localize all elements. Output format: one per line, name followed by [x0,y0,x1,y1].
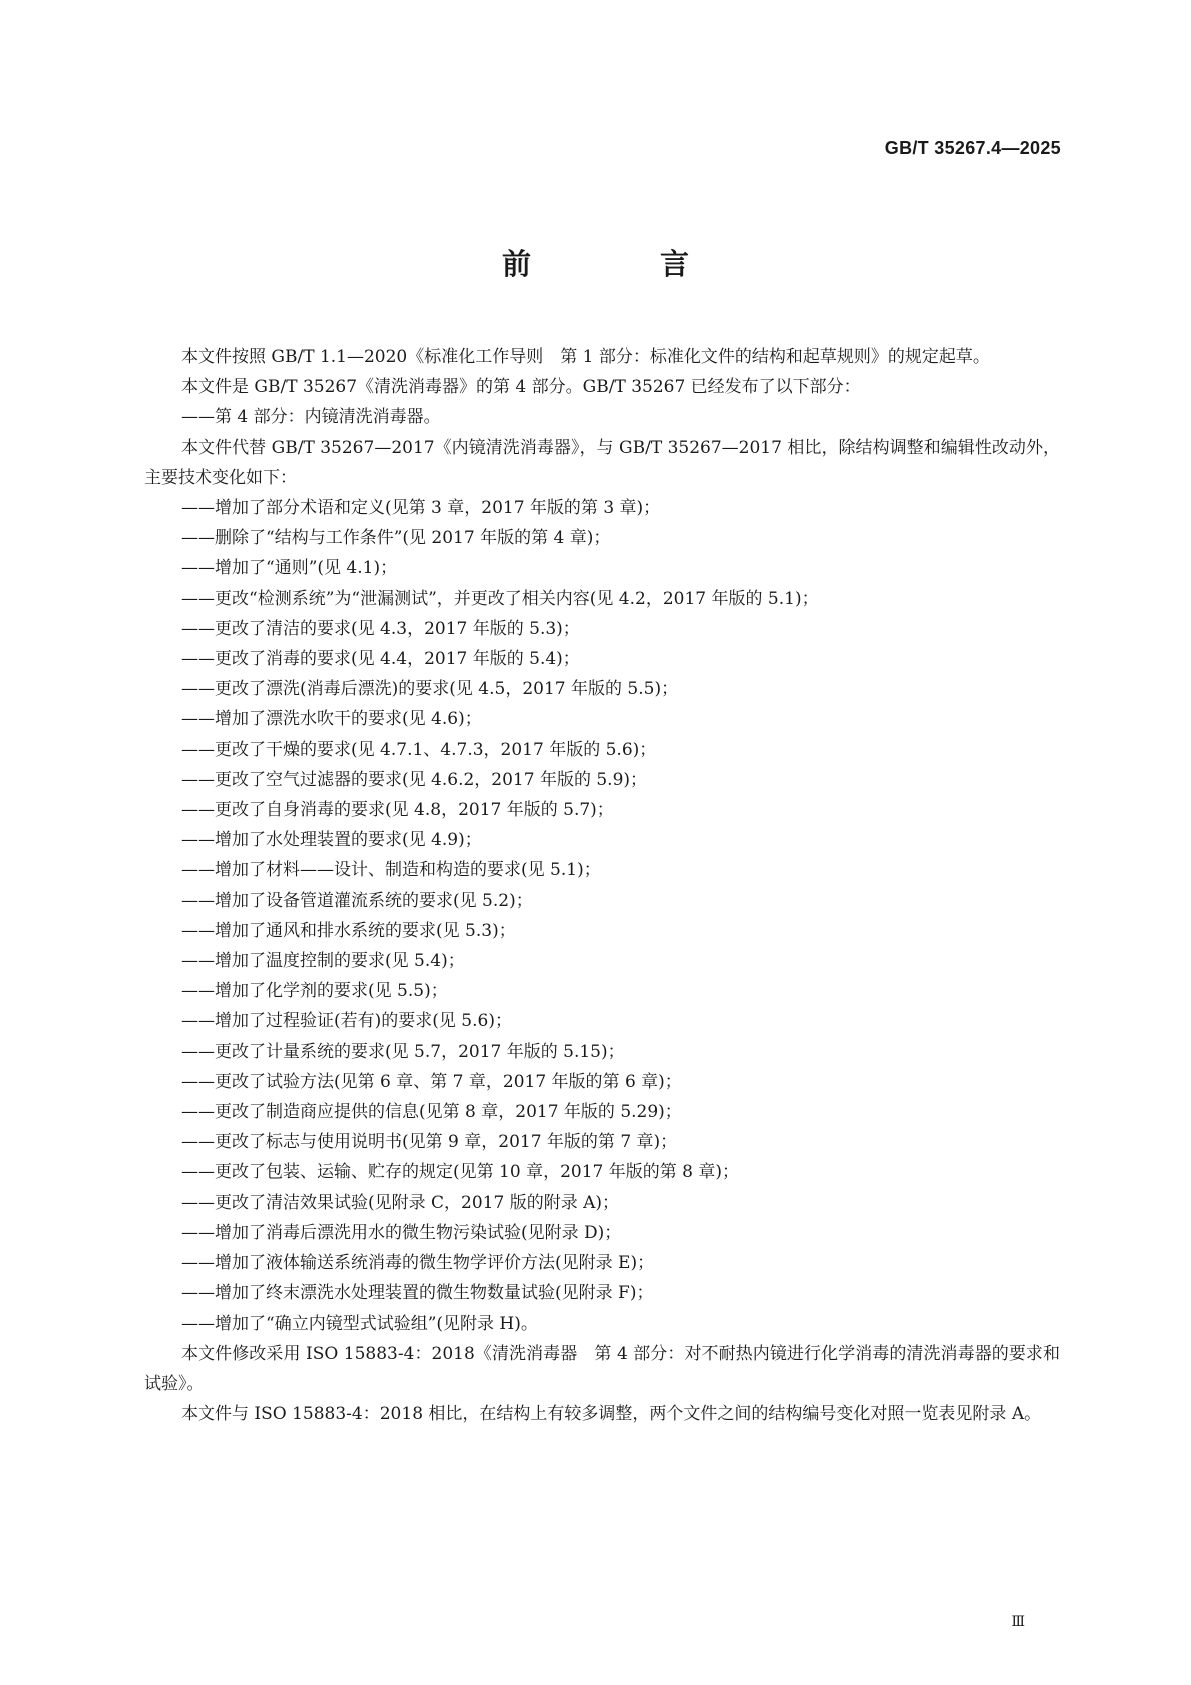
list-item-change: ——增加了材料——设计、制造和构造的要求(见 5.1)； [181,860,601,881]
standard-code: GB/T 35267.4—2025 [884,138,1061,158]
list-item-part: ——第 4 部分：内镜清洗消毒器。 [181,407,441,428]
list-item-change: ——更改了清洁效果试验(见附录 C，2017 版的附录 A)； [181,1192,620,1213]
page-title: 前 言 [501,247,739,281]
paragraph-structure-comparison: 本文件与 ISO 15883-4：2018 相比，在结构上有较多调整，两个文件之间的结构编号变化对照一览表见附录 A。 [181,1404,1042,1425]
list-item-change: ——增加了通风和排水系统的要求(见 5.3)； [181,920,516,941]
list-item-change: ——增加了终末漂洗水处理装置的微生物数量试验(见附录 F)； [181,1283,654,1304]
list-item-change: ——更改了标志与使用说明书(见第 9 章，2017 年版的第 7 章)； [181,1132,678,1153]
list-item-change: ——增加了消毒后漂洗用水的微生物污染试验(见附录 D)； [181,1222,622,1243]
list-item-change: ——删除了“结构与工作条件”(见 2017 年版的第 4 章)； [181,528,611,549]
list-item-change: ——增加了过程验证(若有)的要求(见 5.6)； [181,1011,512,1032]
list-item-change: ——更改了包装、运输、贮存的规定(见第 10 章，2017 年版的第 8 章)； [181,1162,739,1183]
list-item-change: ——更改了自身消毒的要求(见 4.8，2017 年版的 5.7)； [181,800,614,821]
list-item-change: ——更改“检测系统”为“泄漏测试”，并更改了相关内容(见 4.2，2017 年版的 5.1)； [181,588,819,609]
list-item-change: ——更改了漂洗(消毒后漂洗)的要求(见 4.5，2017 年版的 5.5)； [181,679,679,700]
list-item-change: ——更改了消毒的要求(见 4.4，2017 年版的 5.4)； [181,649,580,670]
page-number: Ⅲ [1011,1614,1025,1630]
list-item-change: ——更改了空气过滤器的要求(见 4.6.2，2017 年版的 5.9)； [181,769,648,790]
list-item-change: ——增加了漂洗水吹干的要求(见 4.6)； [181,709,482,730]
list-item-change: ——更改了干燥的要求(见 4.7.1、4.7.3，2017 年版的 5.6)； [181,739,657,760]
paragraph-parts-intro: 本文件是 GB/T 35267《清洗消毒器》的第 4 部分。GB/T 35267 已经发布了以下部分： [181,377,861,398]
list-item-change: ——增加了设备管道灌流系统的要求(见 5.2)； [181,890,533,911]
list-item-change: ——更改了计量系统的要求(见 5.7，2017 年版的 5.15)； [181,1041,625,1062]
list-item-change: ——增加了“通则”(见 4.1)； [181,558,398,579]
paragraph-adoption: 本文件修改采用 ISO 15883-4：2018《清洗消毒器 第 4 部分：对不耐热内镜进行化学消毒的清洗消毒器的要求和试验》。 [144,1343,1060,1394]
list-item-change: ——增加了温度控制的要求(见 5.4)； [181,951,465,972]
paragraph-drafting-basis: 本文件按照 GB/T 1.1—2020《标准化工作导则 第 1 部分：标准化文件的结构和起草规则》的规定起草。 [181,347,990,367]
changes-list [144,493,1060,1339]
foreword-body [144,342,1060,1429]
list-item-change: ——更改了制造商应提供的信息(见第 8 章，2017 年版的 5.29)； [181,1102,682,1123]
list-item-change: ——增加了水处理装置的要求(见 4.9)； [181,830,482,851]
list-item-change: ——增加了部分术语和定义(见第 3 章，2017 年版的第 3 章)； [181,498,661,519]
list-item-change: ——更改了清洁的要求(见 4.3，2017 年版的 5.3)； [181,618,580,639]
list-item-change: ——增加了“确立内镜型式试验组”(见附录 H)。 [181,1313,538,1334]
list-item-change: ——增加了液体输送系统消毒的微生物学评价方法(见附录 E)； [181,1253,655,1274]
list-item-change: ——更改了试验方法(见第 6 章、第 7 章，2017 年版的第 6 章)； [181,1071,682,1092]
paragraph-replacement: 本文件代替 GB/T 35267—2017《内镜清洗消毒器》，与 GB/T 35267—2017 相比，除结构调整和编辑性改动外，主要技术变化如下： [144,437,1060,488]
list-item-change: ——增加了化学剂的要求(见 5.5)； [181,981,448,1002]
